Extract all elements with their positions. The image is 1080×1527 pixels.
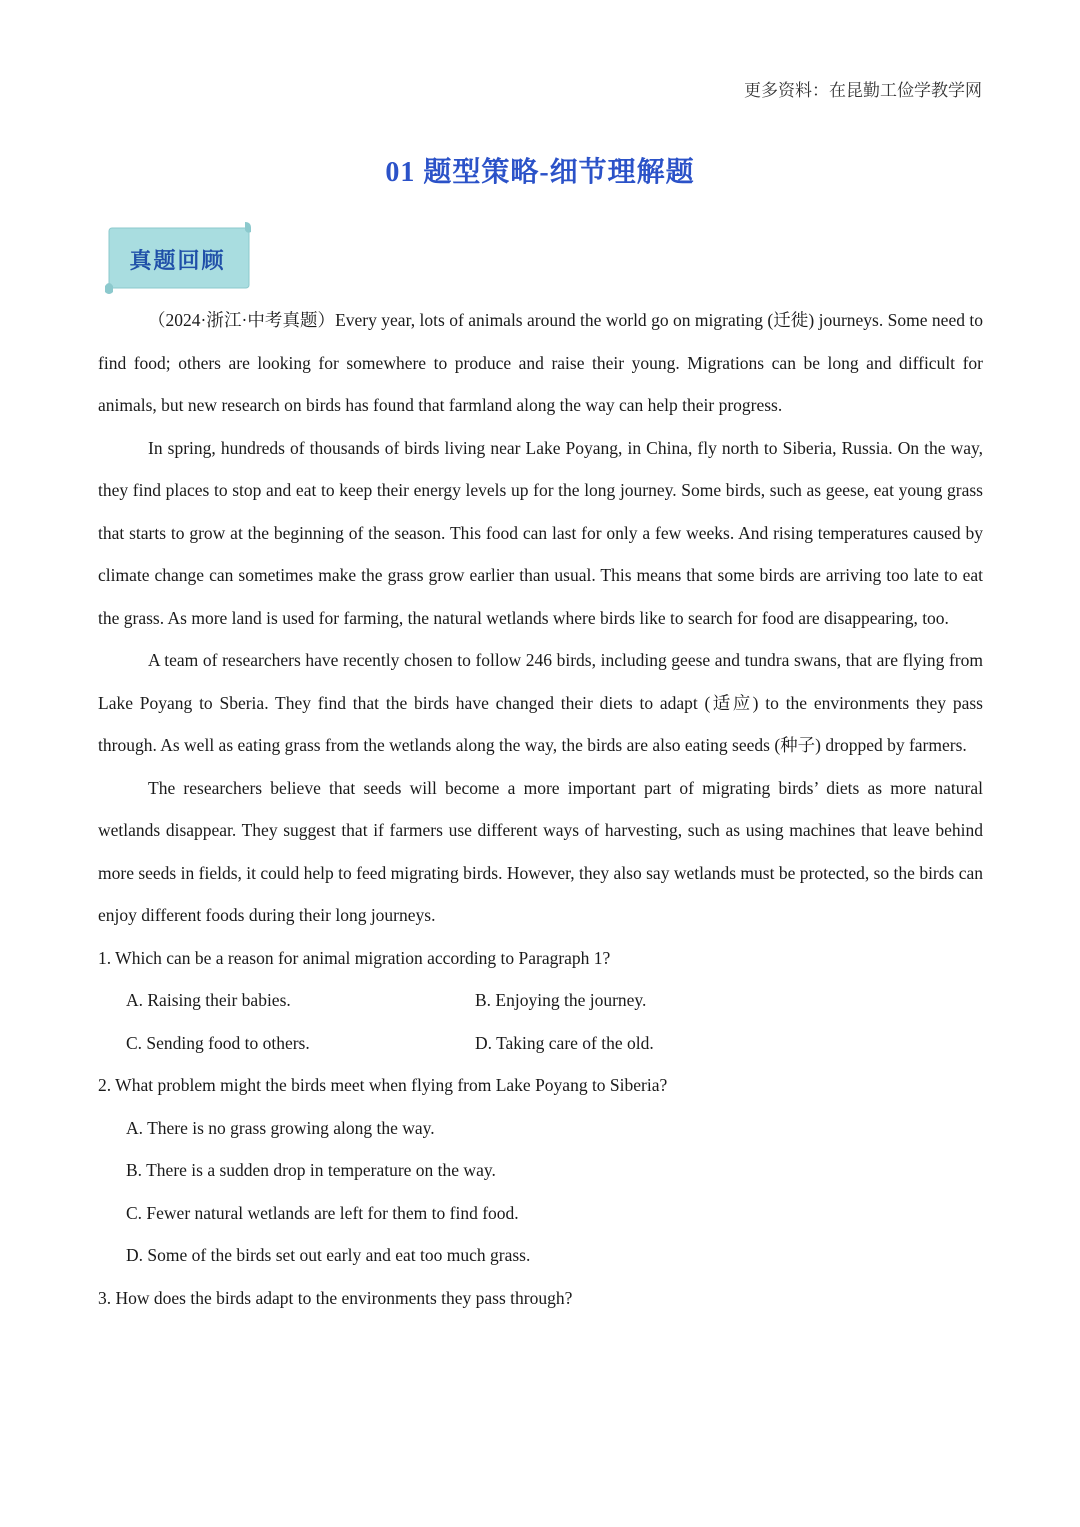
question-1-option-c: C. Sending food to others. — [126, 1032, 310, 1053]
question-2-option-b: B. There is a sudden drop in temperature on the way. — [126, 1160, 496, 1180]
passage-paragraph-2: In spring, hundreds of thousands of birds living near Lake Poyang, in China, fly north to Siberia, Russia. On the way, they find places to stop and eat to keep their energy levels up for the long journey. Some birds, such as geese, eat young grass that starts to grow at the beginning of the season. This food can last for only a few weeks. And rising temperatures caused by climate change can sometimes make the grass grow earlier than usual. This means that some birds are arriving too late to eat the grass. As more land is used for farming, the natural wetlands where birds like to search for food are disappearing, too. — [98, 437, 983, 628]
question-2-option-d: D. Some of the birds set out early and eat too much grass. — [126, 1245, 531, 1265]
passage-paragraph-4: The researchers believe that seeds will become a more important part of migrating birds’ diets as more natural wetlands disappear. They suggest that if farmers use different ways of harvesting, such as using machines that leave behind more seeds in fields, it could help to feed migrating birds. However, they also say wetlands must be protected, so the birds can enjoy different foods during their long journeys. — [98, 777, 983, 925]
header-note: 更多资料：在昆勤工俭学教学网 — [744, 81, 982, 100]
question-1-option-a: A. Raising their babies. — [126, 990, 291, 1010]
question-1-option-d: D. Taking care of the old. — [475, 1032, 654, 1053]
document-body — [98, 299, 983, 1319]
question-2-option-a: A. There is no grass growing along the way. — [126, 1117, 435, 1138]
question-1-option-b: B. Enjoying the journey. — [475, 990, 647, 1010]
question-1-options-row-2 — [98, 1022, 983, 1065]
question-2-option-c: C. Fewer natural wetlands are left for them to find food. — [126, 1202, 519, 1223]
page-title: 01 题型策略-细节理解题 — [385, 157, 695, 188]
question-1-options-row-1 — [98, 979, 983, 1022]
passage-paragraph-3: A team of researchers have recently chosen to follow 246 birds, including geese and tundra swans, that are flying from Lake Poyang to Sberia. They find that the birds have changed their diets to adapt (适应) to the environments they pass through. As well as eating grass from the wetlands along the way, the birds are also eating seeds (种子) dropped by farmers. — [98, 650, 983, 755]
question-3: 3. How does the birds adapt to the environments they pass through? — [98, 1287, 573, 1308]
question-2: 2. What problem might the birds meet when flying from Lake Poyang to Siberia? — [98, 1075, 668, 1095]
banner-label: 真题回顾 — [129, 248, 226, 273]
passage-paragraph-1: （2024·浙江·中考真题）Every year, lots of animals around the world go on migrating (迁徙) journeys. Some need to find food; others are looking for somewhere to produce and raise their young. Migrations can be long and difficult for animals, but new research on birds has found that farmland along the way can help their progress. — [98, 310, 983, 415]
section-banner — [105, 222, 250, 292]
question-1: 1. Which can be a reason for animal migration according to Paragraph 1? — [98, 947, 611, 968]
